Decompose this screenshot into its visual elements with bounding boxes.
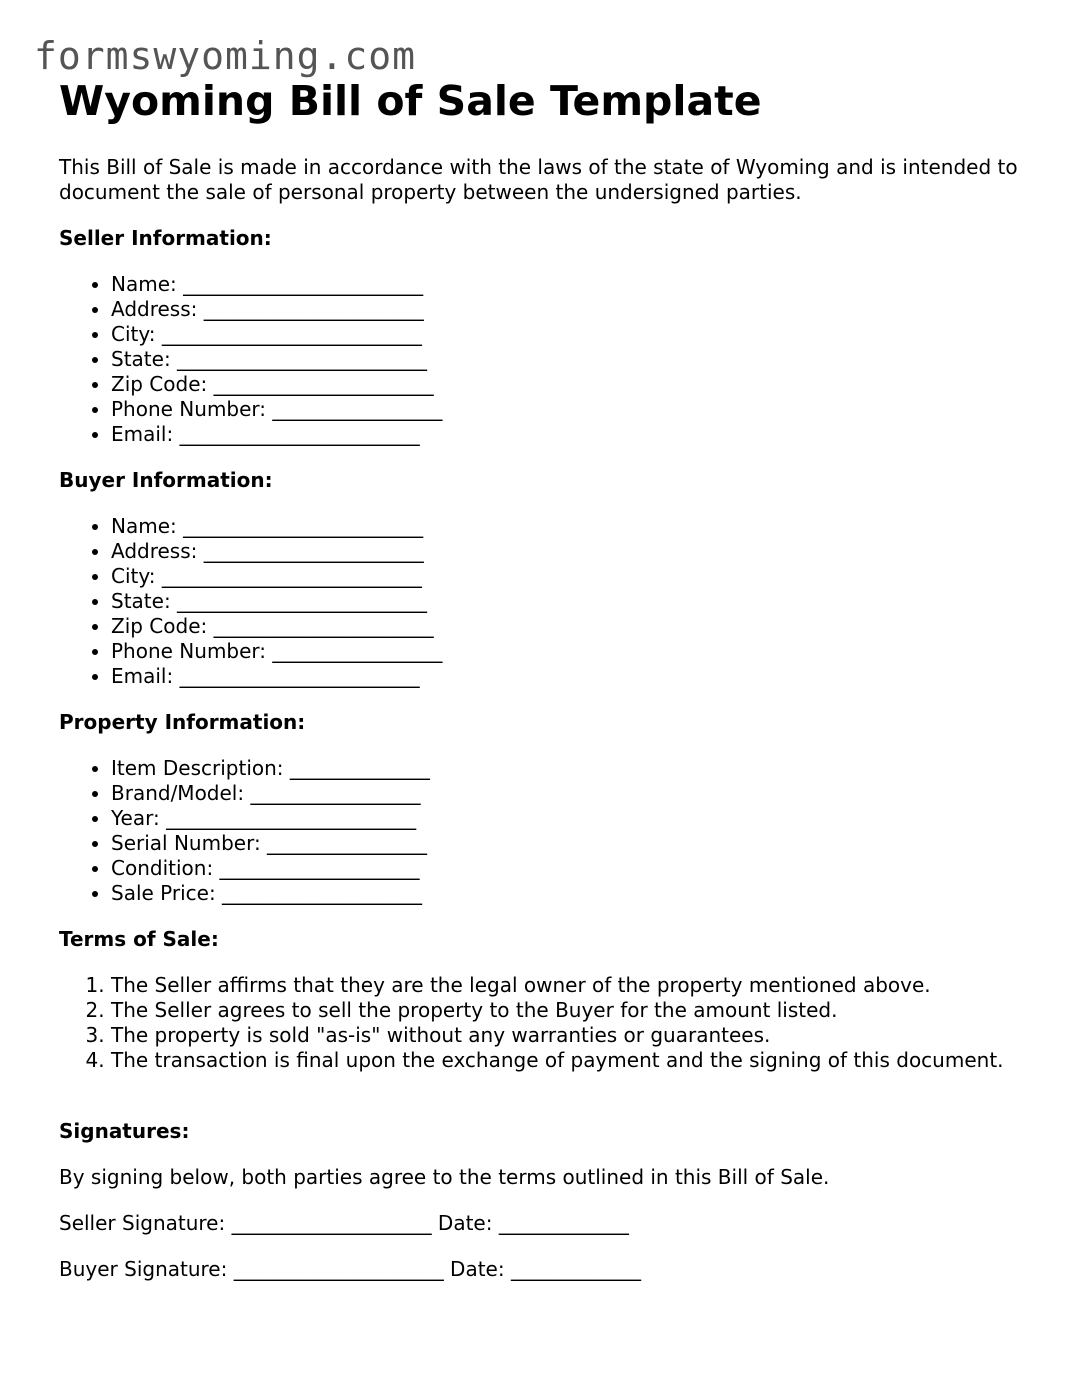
buyer-name-field: • Name: ________________________: [111, 514, 442, 539]
item-description-field: • Item Description: ______________: [111, 756, 430, 781]
seller-phone-field: • Phone Number: _________________: [111, 397, 442, 422]
term-item: 3. The property is sold "as-is" without any warranties or guarantees.: [111, 1023, 1041, 1048]
seller-zip-field: • Zip Code: ______________________: [111, 372, 442, 397]
term-item: 4. The transaction is final upon the exchange of payment and the signing of this document.: [111, 1048, 1041, 1073]
seller-state-field: • State: _________________________: [111, 347, 442, 372]
buyer-zip-field: • Zip Code: ______________________: [111, 614, 442, 639]
sale-price-field: • Sale Price: ____________________: [111, 881, 430, 906]
property-heading: Property Information:: [59, 710, 306, 734]
buyer-city-field: • City: __________________________: [111, 564, 442, 589]
buyer-phone-field: • Phone Number: _________________: [111, 639, 442, 664]
seller-city-field: • City: __________________________: [111, 322, 442, 347]
term-item: 2. The Seller agrees to sell the property to the Buyer for the amount listed.: [111, 998, 1041, 1023]
seller-address-field: • Address: ______________________: [111, 297, 442, 322]
buyer-heading: Buyer Information:: [59, 468, 273, 492]
property-fields-list: [59, 756, 430, 906]
buyer-email-field: • Email: ________________________: [111, 664, 442, 689]
seller-fields-list: [59, 272, 442, 447]
intro-paragraph: This Bill of Sale is made in accordance with the laws of the state of Wyoming and is intended to document the sale of personal property between the undersigned parties.: [59, 155, 1018, 204]
seller-signature-line: Seller Signature: ____________________ Date: _____________: [59, 1211, 629, 1235]
seller-email-field: • Email: ________________________: [111, 422, 442, 447]
seller-name-field: • Name: ________________________: [111, 272, 442, 297]
condition-field: • Condition: ____________________: [111, 856, 430, 881]
signatures-heading: Signatures:: [59, 1119, 190, 1143]
buyer-fields-list: [59, 514, 442, 689]
buyer-address-field: • Address: ______________________: [111, 539, 442, 564]
terms-heading: Terms of Sale:: [59, 927, 219, 951]
site-watermark: formswyoming.com: [34, 34, 417, 78]
buyer-state-field: • State: _________________________: [111, 589, 442, 614]
terms-list: [59, 973, 1041, 1073]
term-item: 1. The Seller affirms that they are the legal owner of the property mentioned above.: [111, 973, 1041, 998]
year-field: • Year: _________________________: [111, 806, 430, 831]
seller-heading: Seller Information:: [59, 226, 272, 250]
serial-number-field: • Serial Number: ________________: [111, 831, 430, 856]
document-title: Wyoming Bill of Sale Template: [59, 77, 762, 125]
signatures-statement: By signing below, both parties agree to the terms outlined in this Bill of Sale.: [59, 1165, 830, 1189]
brand-model-field: • Brand/Model: _________________: [111, 781, 430, 806]
buyer-signature-line: Buyer Signature: _____________________ Date: _____________: [59, 1257, 641, 1281]
